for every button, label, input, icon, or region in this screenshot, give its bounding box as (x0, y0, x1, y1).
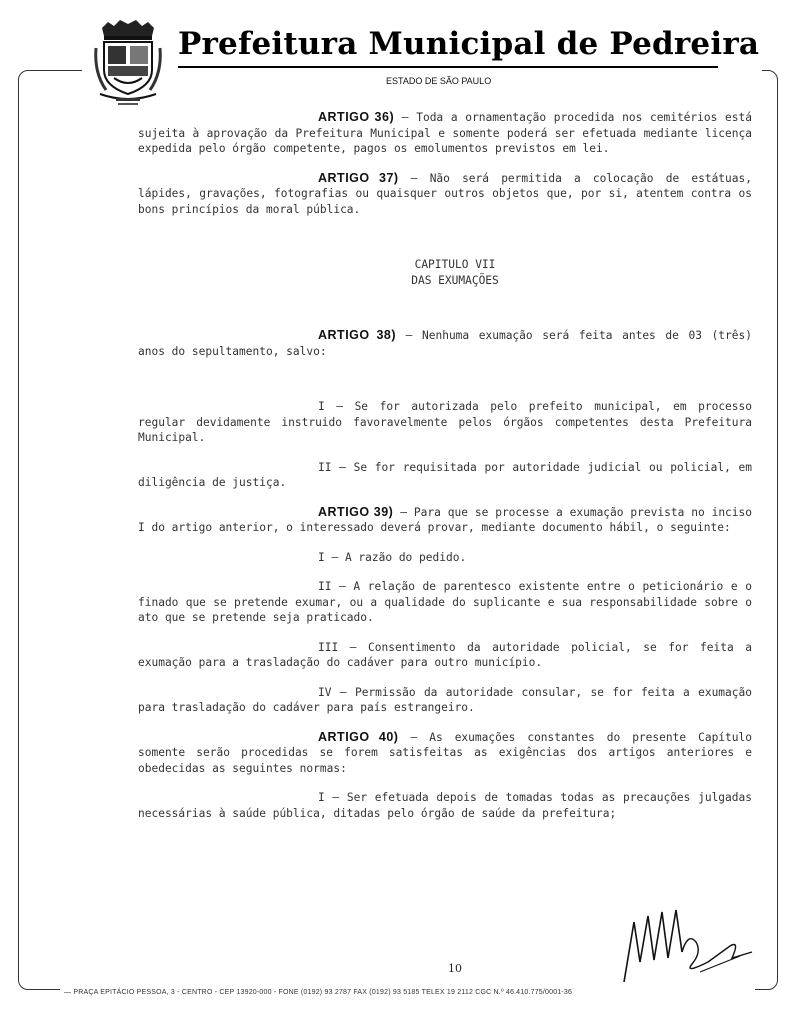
article-39-item-iii: III — Consentimento da autoridade policial, se for feita a exumação para a trasladação do cadáver para outro município. (138, 640, 752, 669)
article-39 (138, 505, 752, 536)
article-text: — As exumações constantes do presente Capítulo somente serão procedidas se forem satisfeitas as exigências dos artigos anteriores e obedecidas as seguintes normas: (138, 730, 752, 775)
article-38-item-i: I — Se for autorizada pelo prefeito municipal, em processo regular devidamente instruido favoravelmente pelos órgãos competentes desta Prefeitura Municipal. (138, 400, 752, 444)
title-underline (178, 66, 718, 68)
article-text: — Nenhuma exumação será feita antes de 03 (três) anos do sepultamento, salvo: (138, 329, 752, 358)
article-40-item-i: I — Ser efetuada depois de tomadas todas as precauções julgadas necessárias à saúde pública, ditadas pelo órgão de saúde da prefeitura; (138, 791, 752, 820)
document-body (138, 110, 752, 821)
article-label: ARTIGO 40) (318, 729, 399, 744)
frame-gap-top (82, 62, 762, 76)
article-label: ARTIGO 37) (318, 170, 399, 185)
article-text: — Não será permitida a colocação de estátuas, lápides, gravações, fotografias ou quaisquer outros objetos que, por si, atentem contra os bons princípios da moral pública. (138, 171, 752, 216)
article-text: — Para que se processe a exumação prevista no inciso I do artigo anterior, o interessado deverá provar, mediante documento hábil, o seguinte: (138, 505, 752, 534)
article-40 (138, 730, 752, 777)
state-subtitle: ESTADO DE SÃO PAULO (386, 76, 492, 86)
article-label: ARTIGO 39) (318, 504, 394, 519)
chapter-subtitle: DAS EXUMAÇÕES (411, 273, 499, 287)
page-title: Prefeitura Municipal de Pedreira (178, 26, 760, 62)
article-38 (138, 328, 752, 359)
handwritten-signature-icon (612, 902, 762, 994)
article-36 (138, 110, 752, 157)
footer-address: — PRAÇA EPITÁCIO PESSOA, 3 - CENTRO - CEP 13920-000 - FONE (0192) 93 2787 FAX (0192) 93 5185 TELEX 19 2112 CGC N.º 46.410.775/0001-36 (64, 989, 573, 996)
chapter-title: CAPITULO VII (414, 258, 496, 271)
article-39-item-iv: IV — Permissão da autoridade consular, se for feita a exumação para trasladação do cadáver para país estrangeiro. (138, 685, 752, 714)
article-37 (138, 171, 752, 218)
article-39-item-ii: II — A relação de parentesco existente entre o peticionário e o finado que se pretende exumar, ou a qualidade do suplicante e sua responsabilidade sobre o ato que se pretende seja praticado. (138, 580, 752, 624)
article-label: ARTIGO 38) (318, 328, 397, 342)
article-label: ARTIGO 36) (318, 110, 395, 124)
article-text: — Toda a ornamentação procedida nos cemitérios está sujeita à aprovação da Prefeitura Municipal e somente poderá ser efetuada mediante licença expedida pelo órgão competente, pagos os emolumentos previstos em lei. (138, 111, 752, 155)
article-38-item-ii: II — Se for requisitada por autoridade judicial ou policial, em diligência de justiça. (138, 460, 752, 489)
article-39-item-i: I — A razão do pedido. (318, 550, 467, 564)
page-number: 10 (448, 962, 462, 975)
coat-of-arms-icon (92, 18, 164, 108)
